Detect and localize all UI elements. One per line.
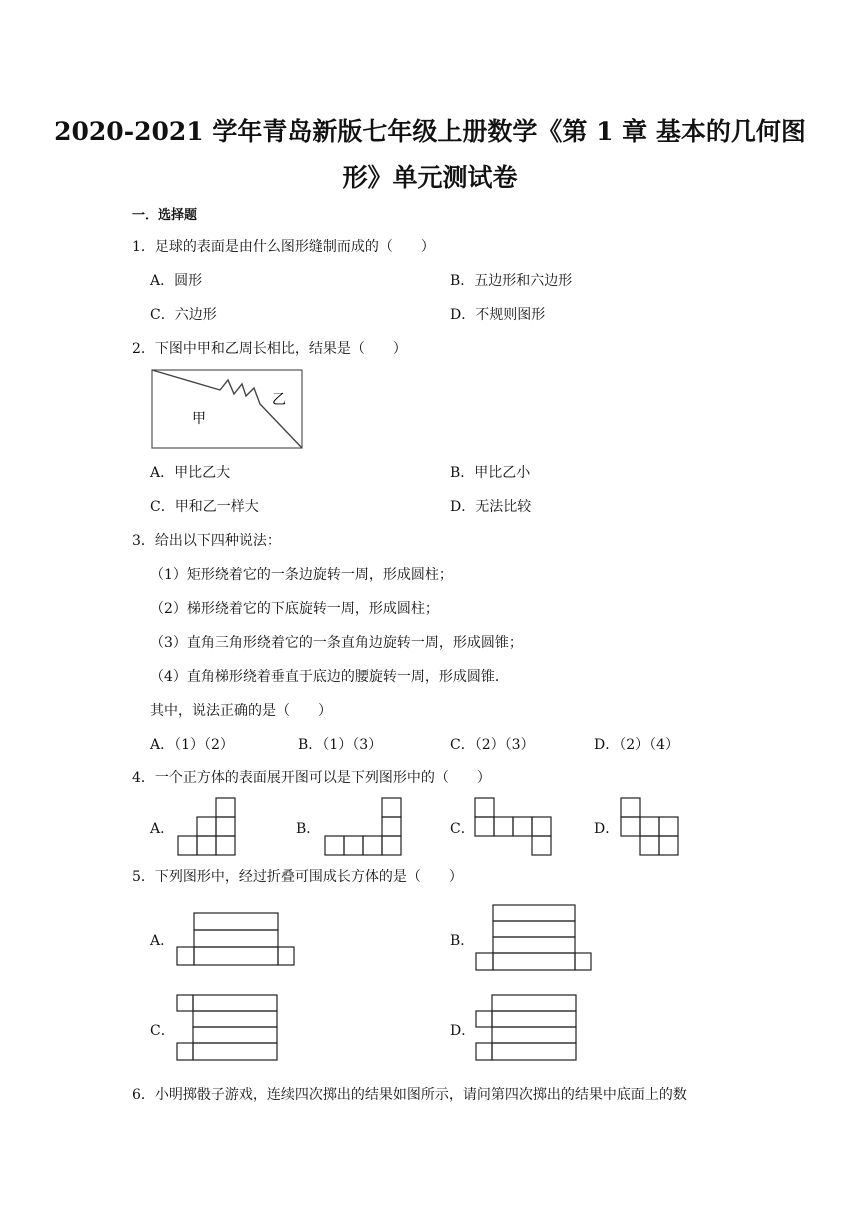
q4-option-b[interactable]: B． <box>296 821 321 837</box>
q5-net-a <box>176 912 296 968</box>
q3-statement-3: （3）直角三角形绕着它的一条直角边旋转一周，形成圆锥； <box>150 635 523 651</box>
q3-option-a[interactable]: A．（1）（2） <box>150 737 234 753</box>
q1-option-d[interactable]: D．不规则图形 <box>450 307 546 323</box>
q5-net-d <box>475 994 579 1062</box>
q5-net-b <box>475 904 593 972</box>
q4-net-c <box>474 797 558 857</box>
section-heading-choice: 一．选择题 <box>132 208 198 223</box>
q2-option-b[interactable]: B．甲比乙小 <box>450 465 531 481</box>
q1-stem: 1．足球的表面是由什么图形缝制而成的（ ） <box>132 239 435 255</box>
q3-stem: 3．给出以下四种说法： <box>132 533 281 549</box>
q1-option-a[interactable]: A．圆形 <box>150 273 203 289</box>
q4-option-c[interactable]: C． <box>450 821 475 837</box>
page-title: 2020-2021 学年青岛新版七年级上册数学《第 1 章 基本的几何图 <box>54 117 806 146</box>
q3-statement-2: （2）梯形绕着它的下底旋转一周，形成圆柱； <box>150 601 439 617</box>
q5-net-c <box>176 994 280 1062</box>
q2-figure <box>150 368 306 452</box>
q3-statement-1: （1）矩形绕着它的一条边旋转一周，形成圆柱； <box>150 567 453 583</box>
q3-option-b[interactable]: B．（1）（3） <box>298 737 383 753</box>
page-title-line2: 形》单元测试卷 <box>342 163 518 192</box>
q3-statement-4: （4）直角梯形绕着垂直于底边的腰旋转一周，形成圆锥． <box>150 669 509 685</box>
q1-option-b[interactable]: B．五边形和六边形 <box>450 273 573 289</box>
q2-label-yi: 乙 <box>272 392 286 408</box>
q5-stem: 5．下列图形中，经过折叠可围成长方体的是（ ） <box>132 869 463 885</box>
q1-option-c[interactable]: C．六边形 <box>150 307 217 323</box>
q4-net-a <box>176 797 238 857</box>
q2-option-c[interactable]: C．甲和乙一样大 <box>150 499 259 515</box>
q5-option-d[interactable]: D． <box>450 1023 476 1039</box>
q2-label-jia: 甲 <box>192 411 206 427</box>
q5-option-a[interactable]: A． <box>150 933 175 949</box>
q2-option-a[interactable]: A．甲比乙大 <box>150 465 231 481</box>
q5-option-b[interactable]: B． <box>450 933 475 949</box>
q5-option-c[interactable]: C． <box>150 1023 175 1039</box>
q4-stem: 4．一个正方体的表面展开图可以是下列图形中的（ ） <box>132 770 491 786</box>
q4-net-b <box>320 797 404 857</box>
q4-net-d <box>619 797 685 857</box>
q4-option-d[interactable]: D． <box>594 821 620 837</box>
q3-option-d[interactable]: D．（2）（4） <box>594 737 680 753</box>
q3-option-c[interactable]: C．（2）（3） <box>450 737 535 753</box>
q2-option-d[interactable]: D．无法比较 <box>450 499 532 515</box>
q2-stem: 2．下图中甲和乙周长相比，结果是（ ） <box>132 341 407 357</box>
q4-option-a[interactable]: A． <box>150 821 175 837</box>
q3-ask: 其中，说法正确的是（ ） <box>150 703 332 719</box>
q6-stem: 6．小明掷骰子游戏，连续四次掷出的结果如图所示，请问第四次掷出的结果中底面上的数 <box>132 1087 687 1103</box>
